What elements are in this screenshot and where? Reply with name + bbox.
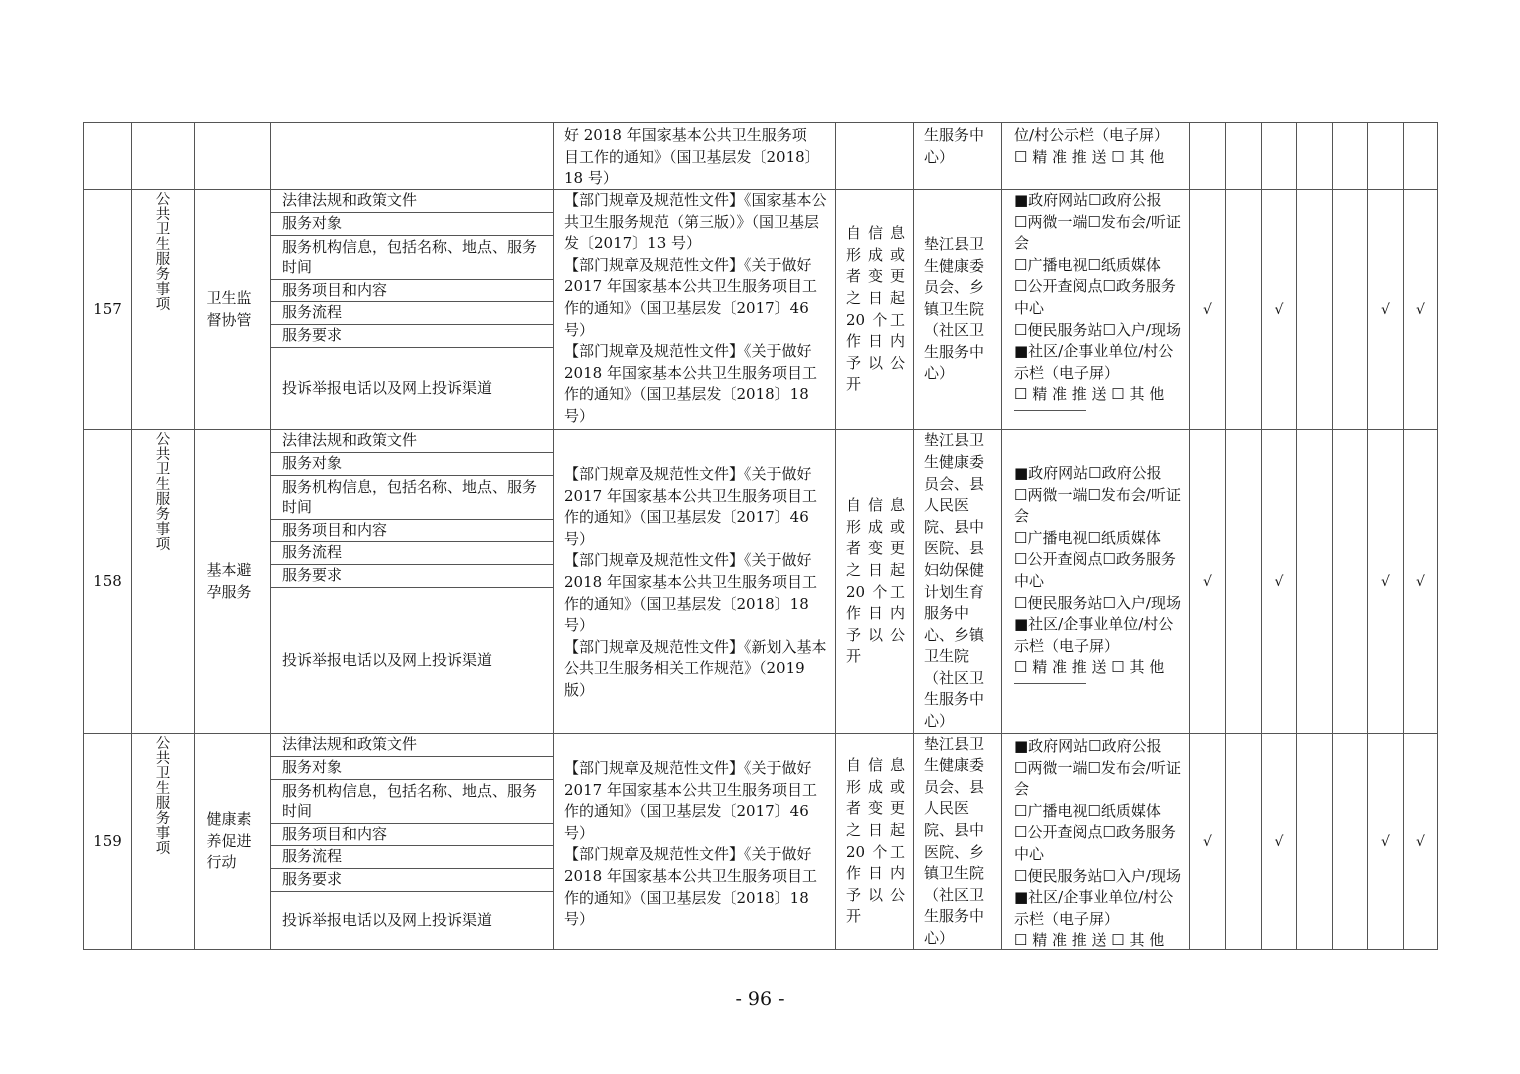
channel-line: ☐公开查阅点☐政务服务中心 — [1014, 277, 1176, 317]
subject-line: 心） — [924, 147, 955, 166]
time-cell — [835, 430, 913, 733]
no-cell — [84, 123, 131, 189]
channel-line: ☐ 精 准 推 送 ☐ 其 他 — [1014, 147, 1165, 166]
channels-cell — [1001, 123, 1189, 189]
channel-line: ■政府网站☐政府公报 — [1014, 191, 1162, 209]
channel-line: ☐便民服务站☐入户/现场■社区/企事业单位/村公示栏（电子屏） — [1014, 593, 1181, 655]
element-item: 服务要求 — [271, 564, 553, 587]
channel-line: ■政府网站☐政府公报 — [1014, 464, 1162, 482]
disclosure-time: 自信息形成或者变更之日起 20 个工作日内予以公开 — [846, 496, 905, 666]
basis-cell — [553, 123, 835, 189]
category-cell — [131, 190, 194, 429]
item-name: 卫生监督协管 — [206, 288, 252, 329]
channel-line: ☐便民服务站☐入户/现场■社区/企事业单位/村公示栏（电子屏） — [1014, 320, 1181, 382]
element-item: 服务流程 — [271, 541, 553, 564]
mark-cell: √ — [1403, 734, 1437, 949]
mark-cell — [1403, 123, 1437, 189]
basis-entry: 【部门规章及规范性文件】《关于做好 2017 年国家基本公共卫生服务项目工作的通知》（国卫基层发〔2017〕46 号） — [564, 759, 817, 842]
elements-cell — [270, 430, 553, 733]
element-item: 服务机构信息，包括名称、地点、服务时间 — [271, 235, 553, 279]
element-item: 服务项目和内容 — [271, 279, 553, 301]
element-item: 服务项目和内容 — [271, 823, 553, 845]
subject-cell — [913, 190, 1001, 429]
underline — [1014, 410, 1086, 411]
mark-cell — [1296, 430, 1332, 733]
mark-cell: √ — [1261, 734, 1296, 949]
elements-cell — [270, 190, 553, 429]
element-item: 服务要求 — [271, 324, 553, 347]
page-number: - 96 - — [735, 988, 785, 1010]
basis-cell — [553, 190, 835, 429]
mark-cell: √ — [1403, 430, 1437, 733]
basis-entry: 【部门规章及规范性文件】《关于做好 2017 年国家基本公共卫生服务项目工作的通知》（国卫基层发〔2017〕46 号） — [564, 255, 817, 339]
basis-line: 18 号） — [564, 169, 618, 188]
basis-entry: 【部门规章及规范性文件】《国家基本公共卫生服务规范（第三版）》（国卫基层发〔2017〕13 号） — [564, 191, 827, 253]
mark-cell — [1296, 123, 1332, 189]
element-item: 服务机构信息，包括名称、地点、服务时间 — [271, 779, 553, 823]
channels-cell — [1001, 734, 1189, 949]
table-row-continuation — [84, 123, 1437, 189]
element-item: 服务对象 — [271, 756, 553, 779]
mark-cell: √ — [1189, 734, 1225, 949]
disclosure-subject: 垫江县卫生健康委员会、县人民医院、县中医院、乡镇卫生院（社区卫生服务中心） — [924, 734, 985, 947]
basis-entry: 【部门规章及规范性文件】《关于做好 2018 年国家基本公共卫生服务项目工作的通知》（国卫基层发〔2018〕18 号） — [564, 342, 817, 425]
subject-cell — [913, 430, 1001, 733]
mark-cell — [1225, 430, 1261, 733]
item-cell — [194, 190, 270, 429]
disclosure-table — [83, 122, 1438, 950]
mark-cell: √ — [1189, 430, 1225, 733]
element-item: 服务流程 — [271, 301, 553, 324]
basis-line: 目工作的通知》（国卫基层发〔2018〕 — [564, 147, 820, 166]
time-cell — [835, 190, 913, 429]
basis-cell — [553, 734, 835, 949]
underline — [1014, 683, 1086, 684]
mark-cell: √ — [1367, 190, 1403, 429]
disclosure-time: 自信息形成或者变更之日起 20 个工作日内予以公开 — [846, 224, 905, 394]
channel-line: ☐广播电视☐纸质媒体 — [1014, 528, 1161, 547]
category-cell — [131, 430, 194, 733]
channel-line: ☐广播电视☐纸质媒体 — [1014, 255, 1161, 274]
element-item: 法律法规和政策文件 — [282, 431, 418, 450]
mark-cell — [1261, 123, 1296, 189]
elements-cell — [270, 734, 553, 949]
channel-line: ☐ 精 准 推 送 ☐ 其 他 — [1014, 385, 1165, 404]
basis-entry: 【部门规章及规范性文件】《关于做好 2018 年国家基本公共卫生服务项目工作的通知》（国卫基层发〔2018〕18 号） — [564, 551, 817, 635]
mark-cell: √ — [1261, 190, 1296, 429]
disclosure-time: 自信息形成或者变更之日起 20 个工作日内予以公开 — [846, 756, 905, 926]
mark-cell — [1332, 430, 1367, 733]
row-number: 157 — [93, 299, 122, 318]
item-cell — [194, 734, 270, 949]
element-item: 服务机构信息，包括名称、地点、服务时间 — [271, 475, 553, 519]
mark-cell — [1332, 123, 1367, 189]
basis-entry: 【部门规章及规范性文件】《关于做好 2018 年国家基本公共卫生服务项目工作的通知》（国卫基层发〔2018〕18 号） — [564, 845, 817, 929]
element-item: 投诉举报电话以及网上投诉渠道 — [271, 891, 553, 949]
channels-cell — [1001, 430, 1189, 733]
element-item: 投诉举报电话以及网上投诉渠道 — [271, 587, 553, 733]
item-cell — [194, 430, 270, 733]
disclosure-subject: 垫江县卫生健康委员会、乡镇卫生院（社区卫生服务中心） — [924, 234, 985, 383]
channel-line: ☐两微一端☐发布会/听证会 — [1014, 212, 1181, 253]
table-row — [84, 429, 1437, 733]
element-item: 服务对象 — [271, 212, 553, 235]
channel-line: ☐ 精 准 推 送 ☐ 其 他 — [1014, 931, 1165, 949]
channel-line: ☐ 精 准 推 送 ☐ 其 他 — [1014, 658, 1165, 677]
row-number: 158 — [93, 571, 122, 590]
table-row — [84, 189, 1437, 429]
element-item: 服务项目和内容 — [271, 519, 553, 541]
mark-cell: √ — [1367, 430, 1403, 733]
element-item: 服务流程 — [271, 845, 553, 868]
mark-cell — [1225, 734, 1261, 949]
mark-cell — [1296, 190, 1332, 429]
item-name: 基本避孕服务 — [206, 560, 252, 601]
mark-cell — [1225, 123, 1261, 189]
mark-cell: √ — [1189, 190, 1225, 429]
basis-entry: 【部门规章及规范性文件】《新划入基本公共卫生服务相关工作规范》（2019 版） — [564, 637, 827, 699]
basis-entry: 【部门规章及规范性文件】《关于做好 2017 年国家基本公共卫生服务项目工作的通知》（国卫基层发〔2017〕46 号） — [564, 465, 817, 548]
channel-line: ■政府网站☐政府公报 — [1014, 737, 1162, 755]
category-cell — [131, 123, 194, 189]
elements-cell — [270, 123, 553, 189]
element-item: 投诉举报电话以及网上投诉渠道 — [271, 347, 553, 429]
item-cell — [194, 123, 270, 189]
subject-cell — [913, 123, 1001, 189]
category-label: 公共卫生服务事项 — [155, 736, 171, 857]
channel-line: ☐两微一端☐发布会/听证会 — [1014, 758, 1181, 799]
channel-line: ☐公开查阅点☐政务服务中心 — [1014, 550, 1176, 590]
channel-line: ☐广播电视☐纸质媒体 — [1014, 801, 1161, 820]
subject-line: 生服务中 — [924, 126, 985, 144]
mark-cell — [1189, 123, 1225, 189]
channel-line: ☐两微一端☐发布会/听证会 — [1014, 485, 1181, 526]
element-item: 服务对象 — [271, 452, 553, 475]
mark-cell — [1332, 734, 1367, 949]
element-item: 法律法规和政策文件 — [282, 735, 418, 754]
mark-cell: √ — [1261, 430, 1296, 733]
mark-cell — [1332, 190, 1367, 429]
time-cell — [835, 123, 913, 189]
category-cell — [131, 734, 194, 949]
channel-line: ☐公开查阅点☐政务服务中心 — [1014, 823, 1176, 863]
item-name: 健康素养促进行动 — [206, 810, 252, 872]
disclosure-subject: 垫江县卫生健康委员会、县人民医院、县中医院、县妇幼保健计划生育服务中心、乡镇卫生院（社区卫生服务中心） — [924, 431, 985, 731]
element-item: 服务要求 — [271, 868, 553, 891]
basis-line: 好 2018 年国家基本公共卫生服务项 — [564, 126, 807, 144]
category-label: 公共卫生服务事项 — [155, 192, 171, 313]
time-cell — [835, 734, 913, 949]
channels-cell — [1001, 190, 1189, 429]
row-number: 159 — [93, 831, 122, 850]
subject-cell — [913, 734, 1001, 949]
mark-cell: √ — [1367, 734, 1403, 949]
basis-cell — [553, 430, 835, 733]
mark-cell — [1367, 123, 1403, 189]
table-row — [84, 733, 1437, 949]
element-item: 法律法规和政策文件 — [282, 191, 418, 210]
mark-cell — [1225, 190, 1261, 429]
channel-line: 位/村公示栏（电子屏） — [1014, 126, 1170, 144]
channel-line: ☐便民服务站☐入户/现场■社区/企事业单位/村公示栏（电子屏） — [1014, 866, 1181, 928]
mark-cell — [1296, 734, 1332, 949]
mark-cell: √ — [1403, 190, 1437, 429]
category-label: 公共卫生服务事项 — [155, 432, 171, 553]
